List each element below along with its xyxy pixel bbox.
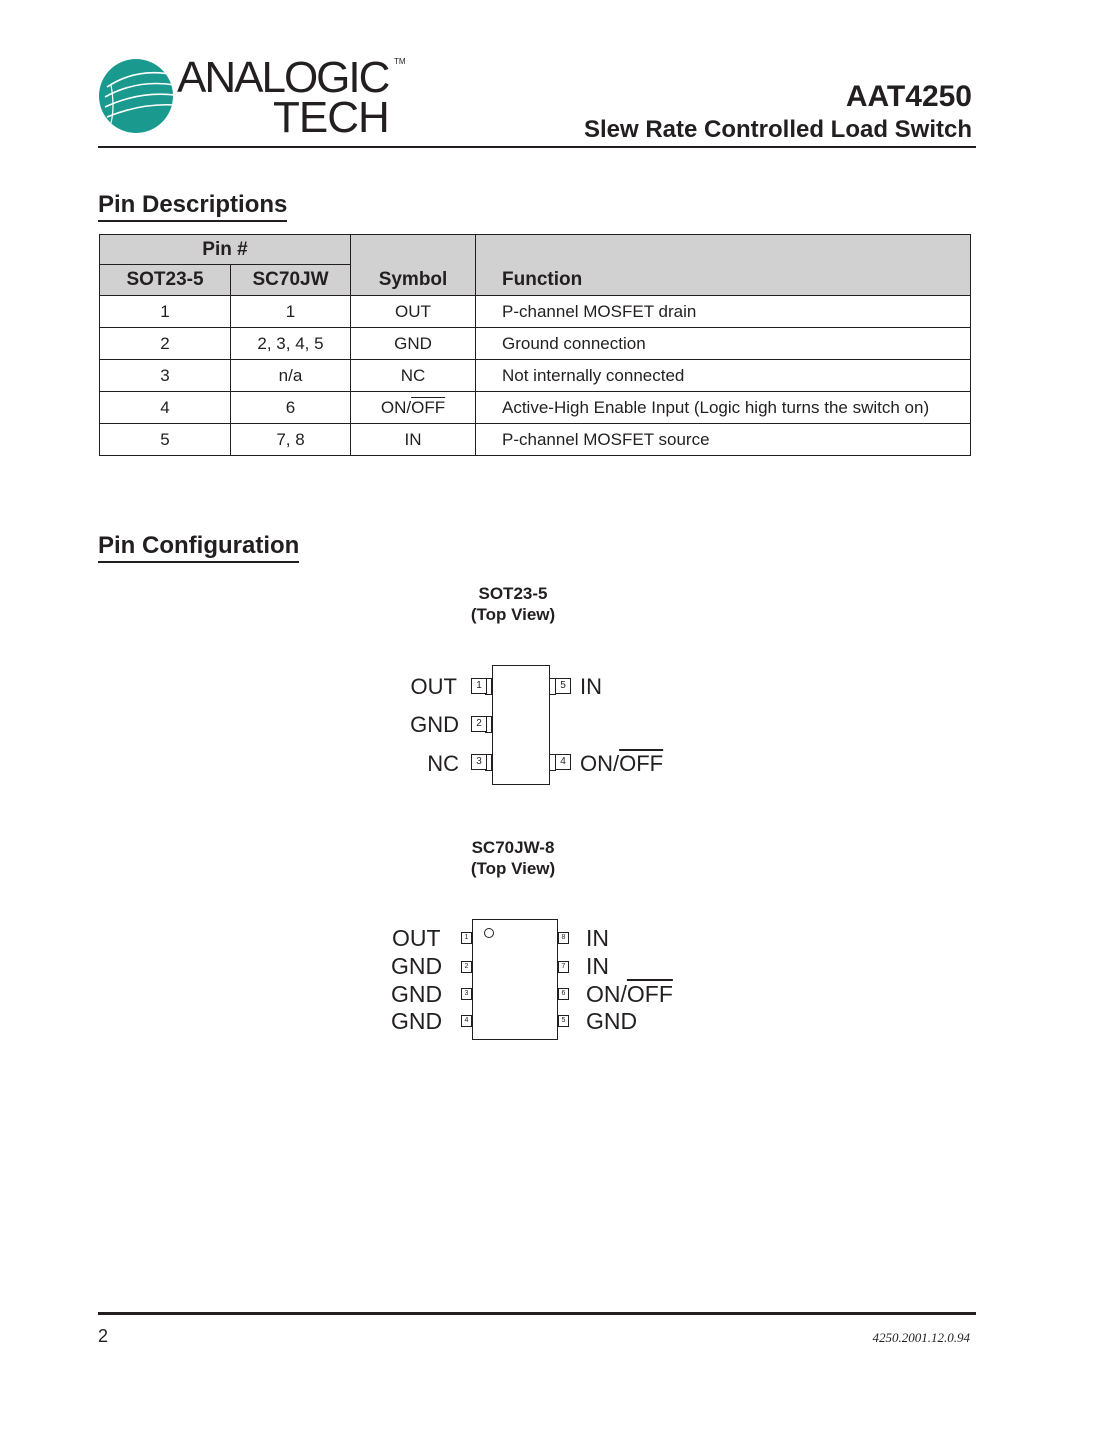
sot23-package-body [492,665,550,785]
sot23-pin-1-lead [485,678,492,695]
sc70-label-gnd: GND [391,953,443,979]
table-row [100,296,971,328]
sc70-package-title [413,837,613,879]
section-title-pin-configuration: Pin Configuration [98,531,299,563]
label-off-overline: $\overline{OFF}$ [626,981,673,1007]
cell-symbol: OUT [351,296,476,328]
cell-sot: 4 [100,392,231,424]
sc70-label-gnd: GND [586,1008,638,1034]
pin1-indicator-dot-icon [484,928,494,938]
sc70-label-on-off [586,981,673,1008]
sc70-label-in: IN [586,953,609,979]
table-row [100,392,971,424]
sot23-pin-4: 4 [555,754,571,770]
part-number: AAT4250 [845,80,972,113]
cell-sc70: 6 [231,392,351,424]
sc70-pin-8: 8 [558,932,569,944]
sc70-pin-4: 4 [461,1015,472,1027]
cell-sc70: n/a [231,360,351,392]
pin-descriptions-table [99,234,971,456]
sot23-pin-2: 2 [471,716,487,732]
sot23-label-gnd: GND [410,712,459,737]
sc70-label-in: IN [586,925,609,951]
label-on: ON/ [580,751,620,776]
cell-symbol: IN [351,424,476,456]
sot23-pin-3-lead [485,754,492,771]
table-row [100,328,971,360]
cell-sot: 2 [100,328,231,360]
cell-function: Ground connection [476,328,971,360]
cell-sot: 3 [100,360,231,392]
sot23-pin-2-lead [485,716,492,733]
sc70-pin-1: 1 [461,932,472,944]
section-title-pin-descriptions: Pin Descriptions [98,190,287,222]
sc70-pin-6: 6 [558,988,569,1000]
header-pin-number: Pin # [100,235,351,265]
cell-sot: 1 [100,296,231,328]
sc70-package-body [472,919,558,1040]
sc70-label-out: OUT [392,925,441,951]
sc70-name: SC70JW-8 [471,838,555,857]
sot23-label-out: OUT [410,674,457,699]
cell-function: P-channel MOSFET source [476,424,971,456]
footer-divider [98,1312,976,1315]
table-row [100,360,971,392]
header-symbol: Symbol [351,235,476,296]
cell-symbol [351,392,476,424]
header-function: Function [476,235,971,296]
symbol-overline-text: $\overline{OFF}$ [411,397,446,417]
cell-sc70: 1 [231,296,351,328]
cell-sc70: 7, 8 [231,424,351,456]
sot23-label-on-off [580,751,663,777]
label-off-overline: $\overline{OFF}$ [619,751,664,776]
cell-function: Active-High Enable Input (Logic high turns the switch on) [476,392,971,424]
cell-function: P-channel MOSFET drain [476,296,971,328]
page-number: 2 [98,1326,109,1346]
logo-text-tech: TECH [273,93,389,142]
cell-sc70: 2, 3, 4, 5 [231,328,351,360]
sc70-label-gnd: GND [391,1008,443,1034]
sot23-pin-3: 3 [471,754,487,770]
cell-symbol: NC [351,360,476,392]
cell-function: Not internally connected [476,360,971,392]
sc70-label-gnd: GND [391,981,443,1007]
document-code: 4250.2001.12.0.94 [872,1330,970,1345]
document-subtitle: Slew Rate Controlled Load Switch [583,116,972,143]
sot23-pin-5: 5 [555,678,571,694]
sot23-pin-1: 1 [471,678,487,694]
sot23-label-nc: NC [427,751,459,776]
trademark-symbol: TM [394,57,406,66]
sc70-pin-7: 7 [558,961,569,973]
sot23-label-in: IN [580,674,602,699]
sc70-view: (Top View) [470,859,556,878]
sot23-package-title [413,583,613,625]
sc70-pin-3: 3 [461,988,472,1000]
sc70-pin-2: 2 [461,961,472,973]
logo-globe-icon [97,57,175,135]
company-logo [97,53,417,142]
cell-symbol: GND [351,328,476,360]
header-sc70: SC70JW [231,265,351,296]
header-sot23: SOT23-5 [100,265,231,296]
sot23-name: SOT23-5 [478,584,548,603]
header-divider [98,146,976,148]
logo-text-analogic: ANALOGIC [177,53,389,102]
sc70-pin-5: 5 [558,1015,569,1027]
cell-sot: 5 [100,424,231,456]
symbol-text: ON/ [380,397,412,417]
table-row [100,424,971,456]
sot23-view: (Top View) [470,605,556,624]
label-on: ON/ [586,981,627,1007]
